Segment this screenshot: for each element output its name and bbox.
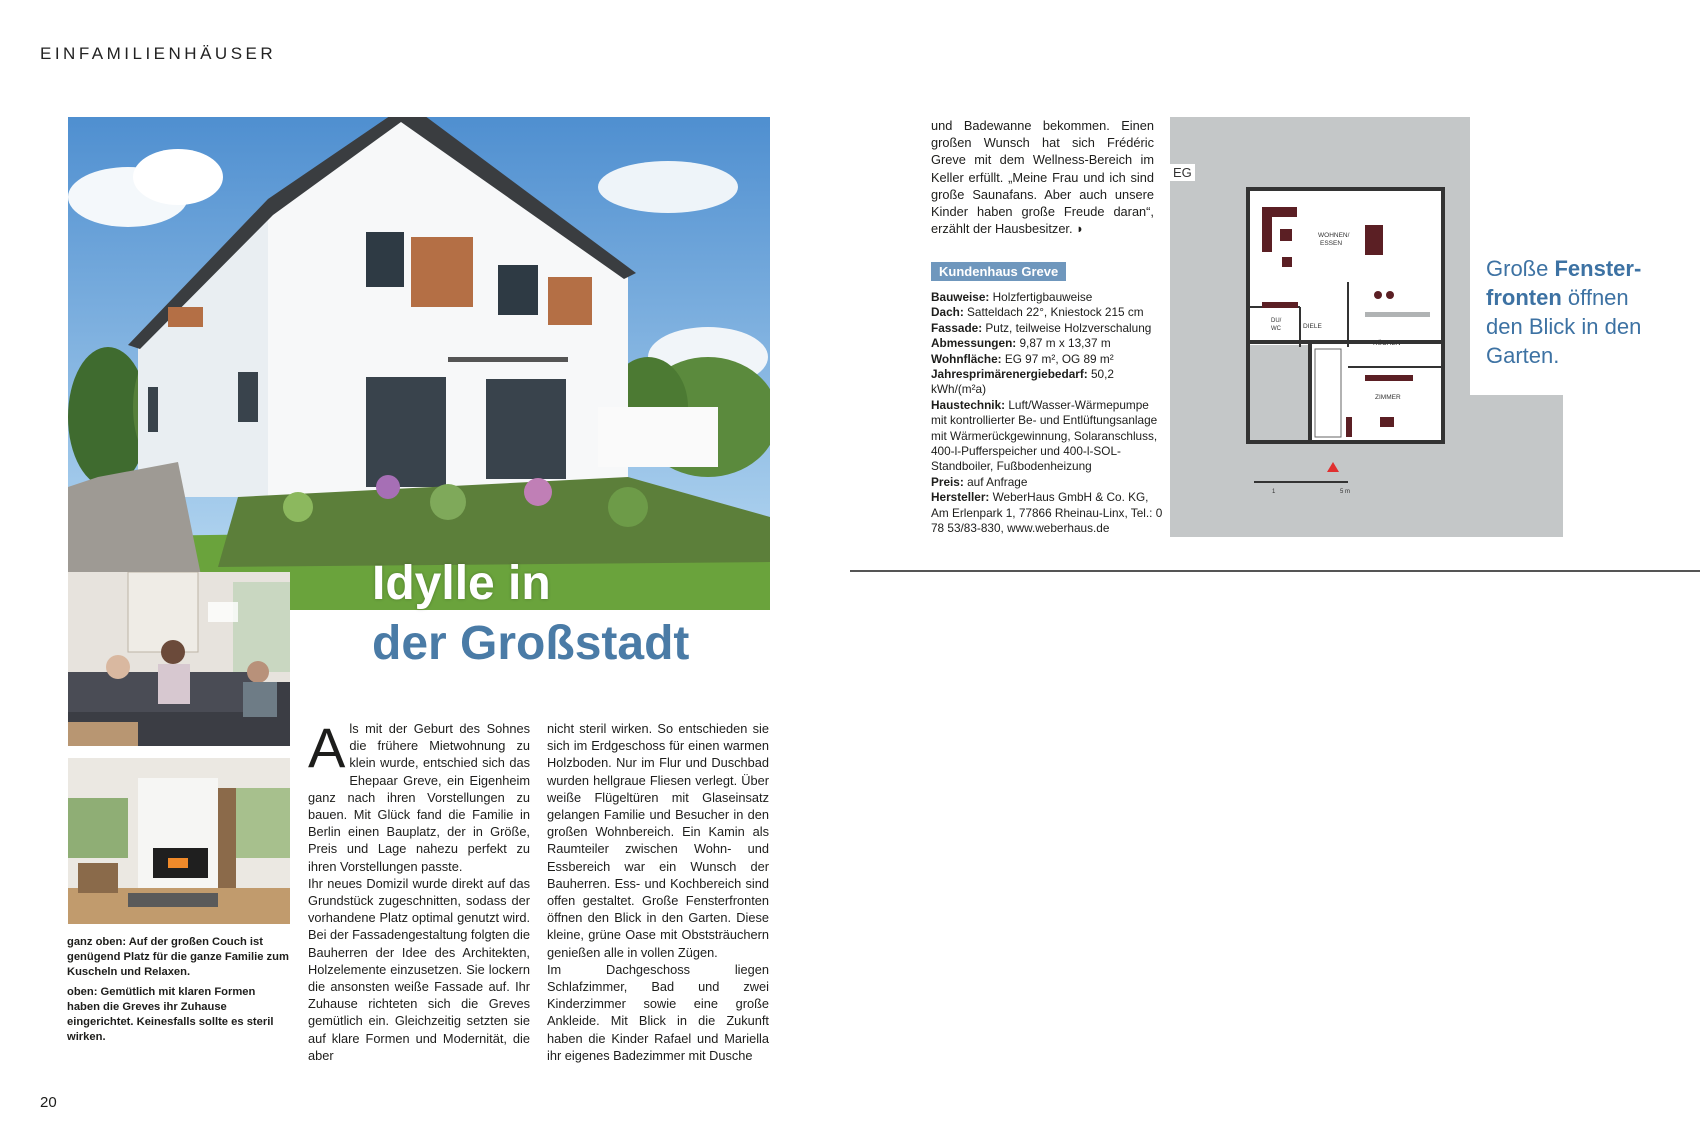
spec-item — [931, 398, 1163, 475]
spec-value: Holzfertigbauweise — [989, 290, 1093, 304]
spec-key: Preis: — [931, 474, 964, 489]
spec-value: Satteldach 22°, Kniestock 215 cm — [963, 305, 1144, 320]
col2-paragraph-2: Im Dachgeschoss liegen Schlafzimmer, Bad und zwei Kinderzimmer sowie eine große Ankleide. Mit Blick in die Zukunft haben die Kinder Rafael und Mariella ihr eigenes Badezimmer mit Dusche — [547, 961, 769, 1063]
pullquote-post: öffnen den Blick in den Garten. — [1486, 285, 1642, 368]
spec-key: Bauweise: — [931, 290, 990, 304]
caption-fireplace: oben: Gemütlich mit klaren Formen haben die Greves ihr Zuhause eingerichtet. Keinesfalls sollte es steril wirken. — [67, 986, 274, 1043]
spec-value: WeberHaus GmbH & Co. KG, Am Erlenpark 1, 77866 Rheinau-Linx, Tel.: 0 78 53/83-830, www.weberhaus.de — [931, 490, 1163, 536]
fireplace-illustration — [68, 758, 290, 924]
spec-item — [931, 290, 1163, 305]
spec-item — [931, 336, 1163, 351]
spec-value: EG 97 m², OG 89 m² — [1001, 351, 1114, 366]
spec-item — [931, 352, 1163, 367]
room-label-wohnen: WOHNEN/ — [1318, 232, 1350, 239]
specs-label: Kundenhaus Greve — [931, 262, 1066, 281]
col1-paragraph-1: ls mit der Geburt des Sohnes die frühere Mietwohnung zu klein wurde, entschied sich das Ehepaar Greve, ein Eigenheim ganz nach ihren Vorstellungen zu bauen. Mit Glück fand die Familie in Berlin einen Bauplatz, der in Größe, Preis und Lage nahezu perfekt zu ihren Vorstellungen passte. — [308, 721, 530, 874]
hero-photo-house — [68, 117, 770, 610]
spec-key: Jahresprimärenergiebedarf: — [931, 367, 1088, 382]
spec-item — [931, 475, 1163, 490]
title-line-2: der Großstadt — [372, 617, 690, 670]
spec-value: auf Anfrage — [963, 474, 1028, 489]
room-label-essen: ESSEN — [1320, 240, 1343, 247]
spec-key: Wohnfläche: — [931, 351, 1002, 366]
photo-family-on-couch — [68, 572, 290, 746]
spec-item — [931, 321, 1163, 336]
floor-tag: EG — [1170, 164, 1195, 181]
pullquote-bold: Fensterfronten — [1486, 256, 1642, 310]
spec-value: Luft/Wasser-Wärmepumpe mit kontrollierter Be- und Entlüftungsanlage mit Wärmerückgewinnung, Solaranschluss, 400-l-Pufferspeicher und 400-l-SOL-Standboiler, Fußbodenheizung — [931, 397, 1158, 474]
room-label-zimmer: ZIMMER — [1375, 394, 1401, 401]
spec-key: Dach: — [931, 305, 964, 320]
spec-key: Hersteller: — [931, 490, 990, 505]
pullquote-pre: Große — [1486, 256, 1555, 281]
house-illustration — [68, 117, 770, 610]
spec-value: 9,87 m x 13,37 m — [1016, 336, 1111, 351]
body-column-2 — [547, 720, 769, 1064]
section-divider — [850, 570, 1700, 572]
section-label: EINFAMILIENHÄUSER — [40, 44, 277, 63]
page-number: 20 — [40, 1094, 57, 1111]
room-label-diele: DIELE — [1303, 323, 1322, 330]
spec-item — [931, 490, 1163, 536]
spec-key: Haustechnik: — [931, 397, 1006, 412]
room-label-kuche: KÜCHEN — [1373, 340, 1401, 347]
spec-item — [931, 305, 1163, 320]
pullquote — [1486, 254, 1656, 370]
col1-paragraph-2: Ihr neues Domizil wurde direkt auf das Grundstück zugeschnitten, sodass der vorhandene Platz optimal genutzt wird. Bei der Fassadengestaltung folgten die Bauherren der Idee des Architekten, Holzelemente einzusetzen. Sie lockern die ansonsten weiße Fassade auf. Ihr Zuhause richteten sich die Greves gemütlich ein. Gleichzeitig setzten sie auf klare Formen und Modernität, die aber — [308, 875, 530, 1063]
floorplan-panel-cutout — [1470, 117, 1563, 223]
spec-key: Abmessungen: — [931, 336, 1017, 351]
body-column-1 — [308, 716, 530, 1064]
spec-value: 50,2 kWh/(m²a) — [931, 367, 1114, 397]
spec-value: Putz, teilweise Holzverschalung — [982, 320, 1152, 335]
spec-key: Fassade: — [931, 320, 983, 335]
body-column-3 — [931, 117, 1154, 237]
specs-list — [931, 290, 1163, 537]
family-illustration — [68, 572, 290, 746]
col3-paragraph-1: und Badewanne bekommen. Einen großen Wunsch hat sich Frédéric Greve mit dem Wellness-Bereich im Keller erfüllt. „Meine Frau und ich sind große Saunafans. Aber auch unsere Kinder haben große Freude daran“, erzählt der Hausbesitzer. ◗ — [931, 118, 1154, 237]
entrance-marker-icon — [1327, 462, 1339, 472]
photo-fireplace — [68, 758, 290, 924]
article-title — [372, 554, 689, 674]
scale-label-5: 5 m — [1340, 489, 1351, 495]
spec-item — [931, 367, 1163, 398]
room-label-du: DU/ — [1271, 318, 1282, 324]
scale-label-1: 1 — [1272, 489, 1276, 495]
col2-paragraph-1: nicht steril wirken. So entschieden sie sich im Erdgeschoss für einen warmen Holzboden. Nur im Flur und Duschbad wurden hellgraue Fliesen verlegt. Über weiße Flügeltüren mit Glaseinsatz gelangen Familie und Besucher in den großen Wohnbereich. Ein Kamin als Raumteiler zwischen Wohn- und Essbereich war ein Wunsch der Bauherren. Ess- und Kochbereich sind offen gestaltet. Große Fensterfronten öffnen den Blick in den Garten. Diese kleine, grüne Oase mit Obststräuchern genießen alle in vollen Zügen. — [547, 721, 769, 960]
title-line-1: Idylle in — [372, 557, 551, 610]
caption-couch: ganz oben: Auf der großen Couch ist genügend Platz für die ganze Familie zum Kuscheln und Relaxen. — [67, 936, 289, 978]
room-label-wc: WC — [1271, 326, 1281, 332]
dropcap: A — [308, 716, 346, 779]
